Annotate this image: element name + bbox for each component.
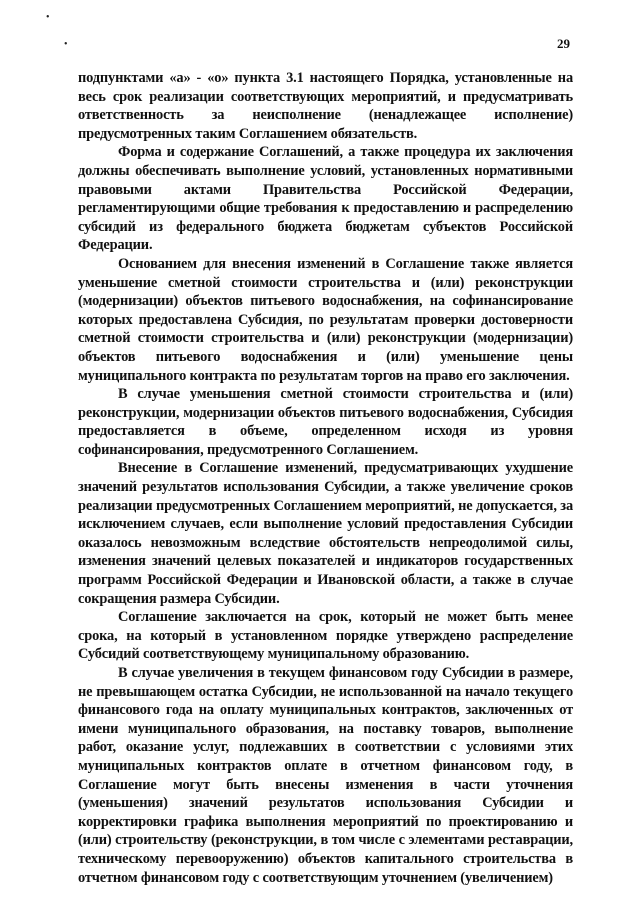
paragraph: Внесение в Соглашение изменений, предусматривающих ухудшение значений результатов использования Субсидии, а также увеличение сроков реализации предусмотренных Соглашением мероприятий, не допускается, за исключением случаев, если выполнение условий предоставления Субсидии оказалось невозможным вследствие обстоятельств непреодолимой силы, изменения значений целевых показателей и индикаторов государственных программ Российской Федерации и Ивановской области, а также в случае сокращения размера Субсидии. [78, 460, 573, 607]
paragraph: В случае уменьшения сметной стоимости строительства и (или) реконструкции, модернизации объектов питьевого водоснабжения, Субсидия предоставляется в объеме, определенном исходя из уровня софинансирования, предусмотренного Соглашением. [78, 386, 573, 458]
page-number: 29 [557, 36, 570, 51]
scan-mark: • [64, 39, 68, 50]
document-body [78, 69, 573, 887]
paragraph: Соглашение заключается на срок, который не может быть менее срока, на который в установленном порядке утверждено распределение Субсидий соответствующему муниципальному образованию. [78, 609, 573, 663]
paragraph: Форма и содержание Соглашений, а также процедура их заключения должны обеспечивать выполнение условий, установленных нормативными правовыми актами Правительства Российской Федерации, регламентирующими общие требования к предоставлению и распределению субсидий из федерального бюджета бюджетам субъектов Российской Федерации. [78, 144, 573, 254]
scan-mark: • [46, 12, 50, 23]
paragraph: В случае увеличения в текущем финансовом году Субсидии в размере, не превышающем остатка Субсидии, не использованной на начало текущего финансового года на оплату муниципальных контрактов, заключенных от имени муниципального образования, на поставку товаров, выполнение работ, оказание услуг, подлежавших в соответствии с условиями этих муниципальных контрактов оплате в отчетном финансовом году, в Соглашение могут быть внесены изменения в части уточнения (уменьшения) значений результатов использования Субсидии и корректировки графика выполнения мероприятий по проектированию и (или) строительству (реконструкции, в том числе с элементами реставрации, техническому перевооружению) объектов капитального строительства в отчетном финансовом году с соответствующим уточнением (увеличением) [78, 665, 573, 886]
paragraph: подпунктами «а» - «о» пункта 3.1 настоящего Порядка, установленные на весь срок реализации соответствующих мероприятий, и предусматривать ответственность за неисполнение (ненадлежащее исполнение) предусмотренных таким Соглашением обязательств. [78, 70, 573, 142]
paragraph: Основанием для внесения изменений в Соглашение также является уменьшение сметной стоимости строительства и (или) реконструкции (модернизации) объектов питьевого водоснабжения, на софинансирование которых предоставлена Субсидия, по результатам проверки достоверности сметной стоимости строительства и (или) реконструкции (модернизации) объектов питьевого водоснабжения и (или) уменьшение цены муниципального контракта по результатам торгов на право его заключения. [78, 255, 573, 384]
